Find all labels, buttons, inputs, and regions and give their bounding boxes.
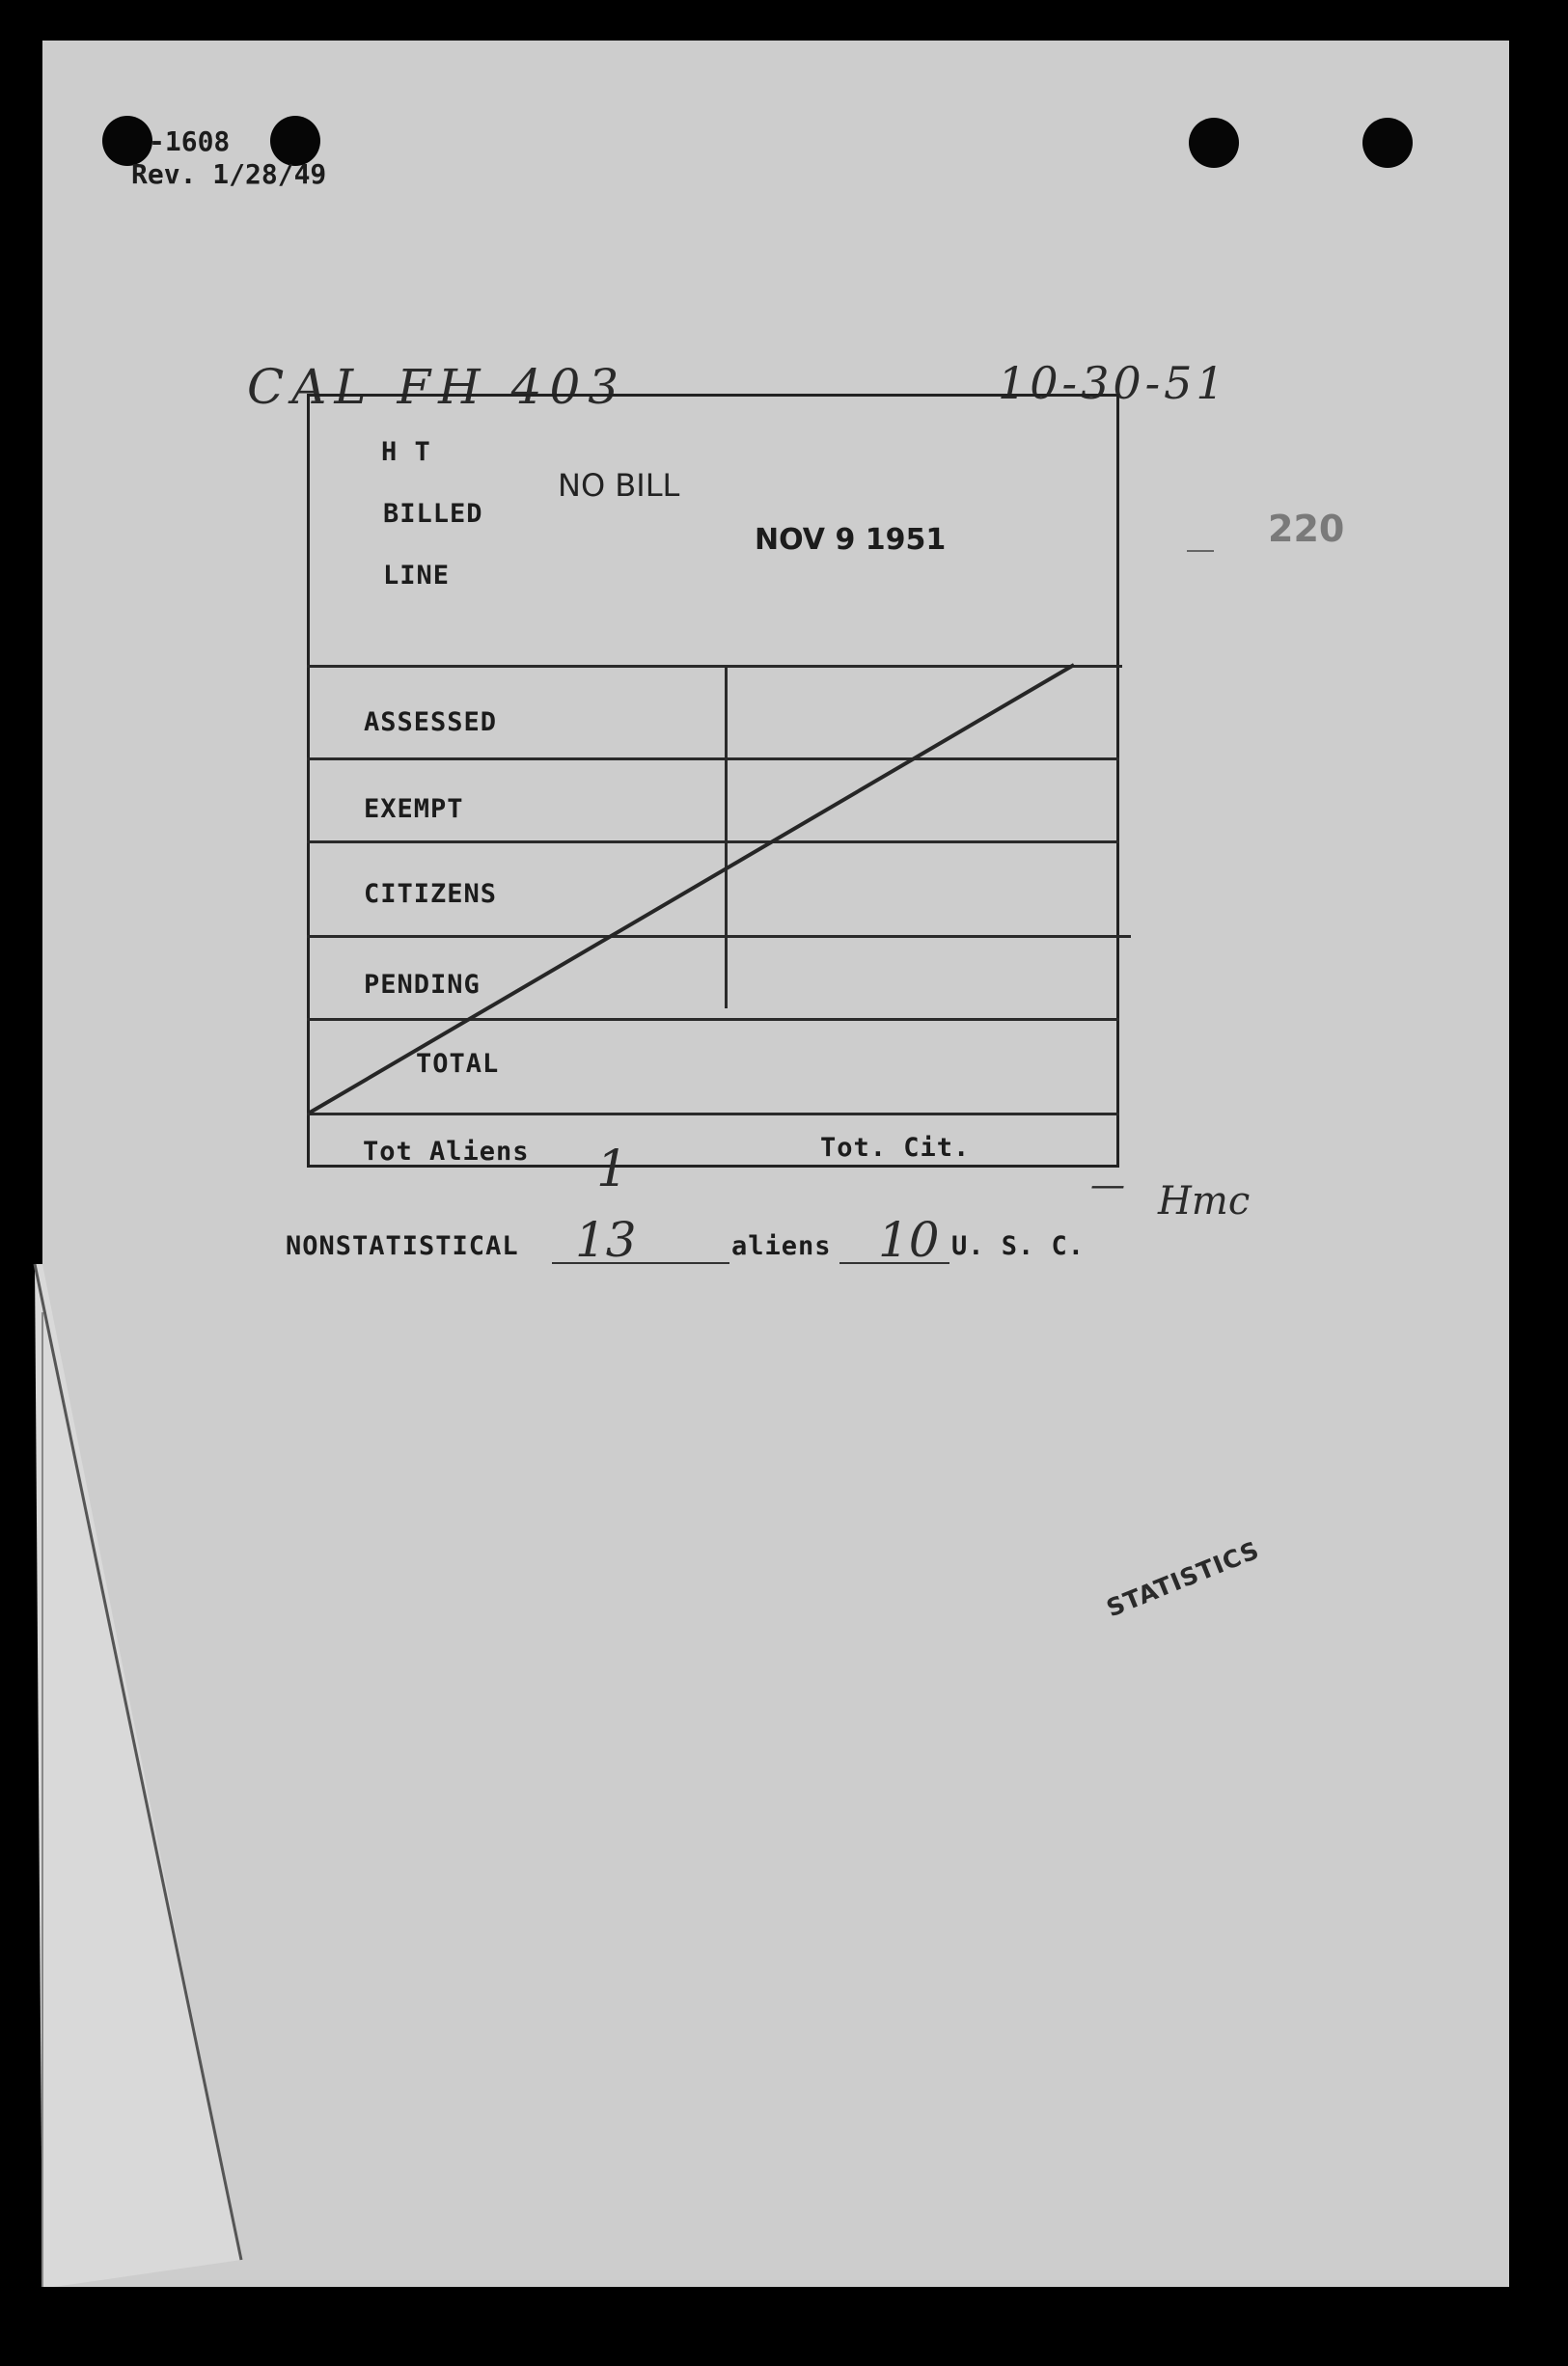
handwritten-tot-aliens: 1 xyxy=(596,1141,629,1198)
handwritten-nonstat-aliens: 13 xyxy=(575,1212,637,1268)
statistics-stamp: STATISTICS xyxy=(1102,1535,1264,1623)
stamp-date: NOV 9 1951 xyxy=(755,523,947,557)
label-tot-aliens: Tot Aliens xyxy=(363,1137,530,1167)
row-label-assessed: ASSESSED xyxy=(364,707,498,737)
stamp-number-dash xyxy=(1187,550,1214,552)
punch-hole-3 xyxy=(1189,118,1239,168)
form-revision: Rev. 1/28/49 xyxy=(131,158,327,190)
handwritten-date: 10-30-51 xyxy=(998,357,1228,409)
row-label-citizens: CITIZENS xyxy=(364,879,498,909)
cancel-diagonal-line xyxy=(310,397,1122,1170)
punch-hole-4 xyxy=(1362,118,1413,168)
stamp-no-bill: NO BILL xyxy=(558,467,680,504)
stamp-number: 220 xyxy=(1268,508,1345,550)
label-billed: BILLED xyxy=(383,499,483,529)
label-line: LINE xyxy=(383,561,451,591)
label-tot-cit: Tot. Cit. xyxy=(820,1133,971,1163)
handwritten-nonstat-usc: 10 xyxy=(878,1212,940,1268)
statistics-form-box xyxy=(307,394,1119,1168)
row-label-pending: PENDING xyxy=(364,970,481,1000)
handwritten-initials: Hmc xyxy=(1158,1179,1251,1224)
row-label-exempt: EXEMPT xyxy=(364,794,464,824)
handwritten-dash: — xyxy=(1090,1166,1125,1205)
label-total: TOTAL xyxy=(416,1049,500,1079)
nonstatistical-label: NONSTATISTICAL xyxy=(286,1231,519,1261)
handwritten-file-ref: CAL FH 403 xyxy=(247,359,627,415)
label-ht: H T xyxy=(381,437,431,467)
form-number: -1608 xyxy=(149,125,231,157)
aliens-label: aliens xyxy=(731,1231,832,1261)
usc-label: U. S. C. xyxy=(951,1231,1086,1261)
